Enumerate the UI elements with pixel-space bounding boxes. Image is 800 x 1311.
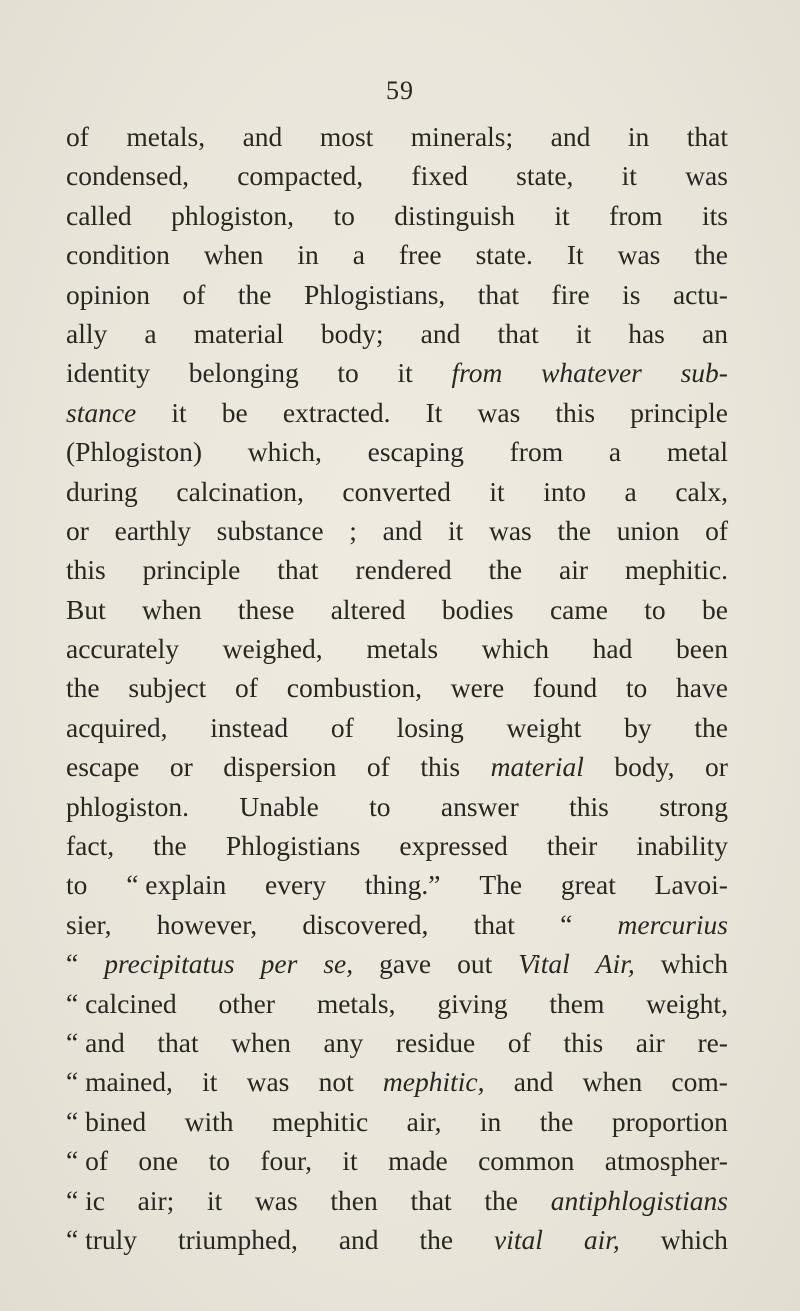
- word: an: [702, 317, 728, 349]
- word: answer: [440, 790, 519, 822]
- word: phlogiston.: [66, 790, 189, 822]
- text-line: [66, 984, 728, 1023]
- word: distinguish: [394, 199, 515, 231]
- word: common: [478, 1145, 575, 1177]
- word: not: [318, 1066, 354, 1098]
- word: this: [569, 790, 609, 822]
- word: metals,: [126, 121, 206, 152]
- word: by: [624, 711, 652, 743]
- word: and: [513, 1066, 554, 1098]
- word: minerals;: [410, 121, 514, 152]
- word: “: [560, 908, 573, 940]
- word: every: [265, 869, 327, 901]
- word: was: [254, 1184, 298, 1216]
- text-line: [66, 393, 728, 432]
- word: and: [382, 514, 423, 546]
- word: it: [171, 396, 187, 428]
- word: subject: [128, 672, 207, 704]
- text-line: [66, 747, 728, 786]
- word: identity: [66, 357, 151, 389]
- word: has: [628, 317, 665, 349]
- word: was: [685, 160, 728, 192]
- word: sier,: [66, 908, 112, 940]
- word: residue: [395, 1026, 476, 1058]
- word: mephitic: [271, 1105, 369, 1137]
- word: substance: [216, 514, 324, 546]
- word: with: [184, 1105, 234, 1137]
- word: to: [369, 790, 391, 822]
- word: Phlogistians: [225, 830, 361, 862]
- word: called: [66, 199, 132, 231]
- word: it: [397, 357, 413, 389]
- word: union: [616, 514, 680, 546]
- word: precipitatus: [104, 948, 235, 980]
- word: that: [477, 278, 520, 310]
- word: this: [420, 751, 461, 783]
- word: “ bined: [66, 1105, 147, 1137]
- word: free: [398, 239, 442, 271]
- body-text: [66, 117, 728, 1259]
- word: great: [560, 869, 616, 901]
- word: had: [592, 633, 633, 665]
- word: be: [701, 593, 728, 625]
- word: Air,: [595, 948, 635, 980]
- word: the: [488, 554, 523, 586]
- text-line: [66, 944, 728, 983]
- word: gave: [379, 948, 432, 980]
- word: “ explain: [126, 869, 227, 901]
- word: compacted,: [237, 160, 364, 192]
- word: to: [644, 593, 666, 625]
- word: mephitic,: [382, 1066, 485, 1098]
- word: its: [701, 199, 728, 231]
- text-line: [66, 1220, 728, 1259]
- word: material: [193, 317, 284, 349]
- word: combustion,: [286, 672, 422, 704]
- word: com-: [671, 1066, 728, 1098]
- word: when: [231, 1026, 291, 1058]
- word: the: [694, 239, 728, 271]
- word: Unable: [239, 790, 319, 822]
- word: converted: [342, 475, 451, 507]
- word: The: [479, 869, 523, 901]
- text-line: [66, 1181, 728, 1220]
- word: instead: [210, 711, 289, 743]
- word: out: [457, 948, 493, 980]
- word: belonging: [188, 357, 299, 389]
- word: found: [532, 672, 598, 704]
- word: per: [260, 948, 298, 980]
- word: that: [277, 554, 319, 586]
- word: it: [554, 199, 570, 231]
- word: or: [169, 751, 193, 783]
- word: proportion: [611, 1105, 728, 1137]
- word: “ of: [66, 1145, 108, 1177]
- word: the: [237, 278, 272, 310]
- word: metals: [366, 633, 439, 665]
- word: atmospher-: [604, 1145, 728, 1177]
- word: “: [66, 948, 79, 980]
- word: were: [450, 672, 505, 704]
- word: four,: [260, 1145, 312, 1177]
- word: of: [366, 751, 390, 783]
- word: the: [419, 1223, 454, 1255]
- word: any: [323, 1026, 364, 1058]
- word: air: [635, 1026, 665, 1058]
- word: which: [660, 948, 728, 980]
- word: it: [489, 475, 505, 507]
- word: Vital: [518, 948, 570, 980]
- word: made: [388, 1145, 448, 1177]
- word: state,: [516, 160, 574, 192]
- word: air;: [137, 1184, 175, 1216]
- text-line: [66, 590, 728, 629]
- word: to: [625, 672, 648, 704]
- word: of: [507, 1026, 531, 1058]
- word: in: [479, 1105, 502, 1137]
- word: and: [420, 317, 461, 349]
- word: to: [66, 869, 88, 901]
- text-line: [66, 156, 728, 195]
- word: to: [337, 357, 359, 389]
- word: fact,: [66, 830, 115, 862]
- word: material: [490, 751, 584, 783]
- word: other: [218, 987, 276, 1019]
- word: that: [410, 1184, 452, 1216]
- word: them: [549, 987, 605, 1019]
- text-line: [66, 353, 728, 392]
- word: when: [582, 1066, 643, 1098]
- word: the: [539, 1105, 574, 1137]
- word: escape: [66, 751, 140, 783]
- word: “ truly: [66, 1223, 138, 1255]
- word: be: [221, 396, 248, 428]
- word: a: [608, 436, 622, 468]
- word: to: [333, 199, 355, 231]
- word: from: [609, 199, 663, 231]
- word: from: [509, 436, 564, 468]
- word: in: [297, 239, 319, 271]
- word: of: [182, 278, 206, 310]
- word: weight: [506, 711, 582, 743]
- word: to: [208, 1145, 230, 1177]
- word: re-: [697, 1026, 728, 1058]
- word: during: [66, 475, 138, 507]
- text-line: [66, 314, 728, 353]
- word: earthly: [114, 514, 191, 546]
- word: fixed: [411, 160, 468, 192]
- word: weighed,: [222, 633, 323, 665]
- word: in: [627, 121, 650, 152]
- text-line: [66, 668, 728, 707]
- word: is: [622, 278, 641, 310]
- word: air,: [406, 1105, 442, 1137]
- word: dispersion: [223, 751, 337, 783]
- word: thing.”: [364, 869, 441, 901]
- word: altered: [330, 593, 406, 625]
- word: it: [621, 160, 637, 192]
- word: whatever: [541, 357, 642, 389]
- word: and: [242, 121, 283, 152]
- word: calx,: [675, 475, 728, 507]
- word: extracted.: [282, 396, 391, 428]
- word: however,: [156, 908, 258, 940]
- word: a: [624, 475, 637, 507]
- word: It: [425, 396, 443, 428]
- word: that: [157, 1026, 199, 1058]
- word: this: [563, 1026, 604, 1058]
- word: that: [473, 908, 515, 940]
- word: the: [557, 514, 592, 546]
- text-line: [66, 1062, 728, 1101]
- word: was: [617, 239, 661, 271]
- text-line: [66, 1102, 728, 1141]
- word: then: [330, 1184, 378, 1216]
- word: from: [451, 357, 503, 389]
- text-line: [66, 787, 728, 826]
- word: bodies: [441, 593, 514, 625]
- word: air,: [583, 1223, 620, 1255]
- word: acquired,: [66, 711, 168, 743]
- word: was: [246, 1066, 290, 1098]
- word: strong: [659, 790, 728, 822]
- word: “ mained,: [66, 1066, 173, 1098]
- word: which: [660, 1223, 728, 1255]
- word: which: [481, 633, 549, 665]
- word: it: [448, 514, 464, 546]
- text-line: [66, 550, 728, 589]
- word: body,: [614, 751, 675, 783]
- text-line: [66, 275, 728, 314]
- word: phlogiston,: [171, 199, 295, 231]
- word: it: [206, 1184, 223, 1216]
- word: their: [546, 830, 598, 862]
- word: which,: [247, 436, 322, 468]
- word: antiphlogistians: [550, 1184, 728, 1216]
- word: stance: [66, 396, 137, 428]
- text-line: [66, 117, 728, 156]
- text-line: [66, 708, 728, 747]
- word: and: [550, 121, 591, 152]
- text-line: [66, 472, 728, 511]
- word: of: [705, 514, 728, 546]
- word: it: [342, 1145, 358, 1177]
- word: most: [319, 121, 374, 152]
- word: “ and: [66, 1026, 125, 1058]
- word: “ calcined: [66, 987, 177, 1019]
- word: Phlogistians,: [303, 278, 446, 310]
- word: calcination,: [176, 475, 304, 507]
- word: this: [66, 554, 106, 586]
- word: into: [543, 475, 586, 507]
- word: actu-: [672, 278, 728, 310]
- page-number: 59: [386, 76, 414, 105]
- word: condition: [66, 239, 170, 271]
- word: giving: [437, 987, 508, 1019]
- word: that: [497, 317, 539, 349]
- word: “ ic: [66, 1184, 105, 1216]
- word: of: [330, 711, 354, 743]
- word: mercurius: [617, 908, 728, 940]
- word: the: [153, 830, 187, 862]
- word: it: [575, 317, 592, 349]
- word: have: [676, 672, 728, 704]
- word: state.: [475, 239, 533, 271]
- word: ally: [66, 317, 108, 349]
- word: expressed: [399, 830, 508, 862]
- word: mephitic.: [624, 554, 728, 586]
- text-line: [66, 511, 728, 550]
- text-line: [66, 1141, 728, 1180]
- word: metals,: [316, 987, 396, 1019]
- word: vital: [494, 1223, 543, 1255]
- word: discovered,: [302, 908, 429, 940]
- word: of: [66, 121, 89, 152]
- word: se,: [323, 948, 354, 980]
- word: body;: [320, 317, 384, 349]
- word: weight,: [646, 987, 728, 1019]
- word: (Phlogiston): [66, 436, 202, 468]
- word: opinion: [66, 278, 151, 310]
- word: when: [203, 239, 264, 271]
- word: metal: [666, 436, 728, 468]
- word: and: [338, 1223, 379, 1255]
- word: triumphed,: [177, 1223, 298, 1255]
- word: inability: [636, 830, 728, 862]
- word: that: [686, 121, 728, 152]
- text-line: [66, 432, 728, 471]
- word: principle: [630, 396, 728, 428]
- word: been: [676, 633, 728, 665]
- word: or: [66, 514, 89, 546]
- word: the: [694, 711, 728, 743]
- word: the: [484, 1184, 518, 1216]
- text-line: [66, 235, 728, 274]
- word: of: [235, 672, 258, 704]
- word: was: [477, 396, 521, 428]
- word: a: [352, 239, 365, 271]
- word: It: [566, 239, 584, 271]
- text-line: [66, 905, 728, 944]
- text-line: [66, 629, 728, 668]
- word: Lavoi-: [654, 869, 728, 901]
- word: when: [142, 593, 202, 625]
- text-line: [66, 1023, 728, 1062]
- word: came: [549, 593, 608, 625]
- text-line: [66, 826, 728, 865]
- word: sub-: [680, 357, 728, 389]
- word: But: [66, 593, 106, 625]
- word: air: [558, 554, 588, 586]
- word: principle: [142, 554, 241, 586]
- word: escaping: [367, 436, 464, 468]
- text-line: [66, 865, 728, 904]
- word: these: [237, 593, 295, 625]
- word: was: [488, 514, 532, 546]
- word: it: [202, 1066, 218, 1098]
- word: condensed,: [66, 160, 189, 192]
- word: ;: [349, 514, 357, 546]
- word: fire: [551, 278, 590, 310]
- word: the: [66, 672, 100, 704]
- word: a: [144, 317, 157, 349]
- word: rendered: [355, 554, 452, 586]
- word: one: [138, 1145, 179, 1177]
- text-line: [66, 196, 728, 235]
- word: accurately: [66, 633, 179, 665]
- word: this: [555, 396, 596, 428]
- word: or: [705, 751, 728, 783]
- word: losing: [396, 711, 464, 743]
